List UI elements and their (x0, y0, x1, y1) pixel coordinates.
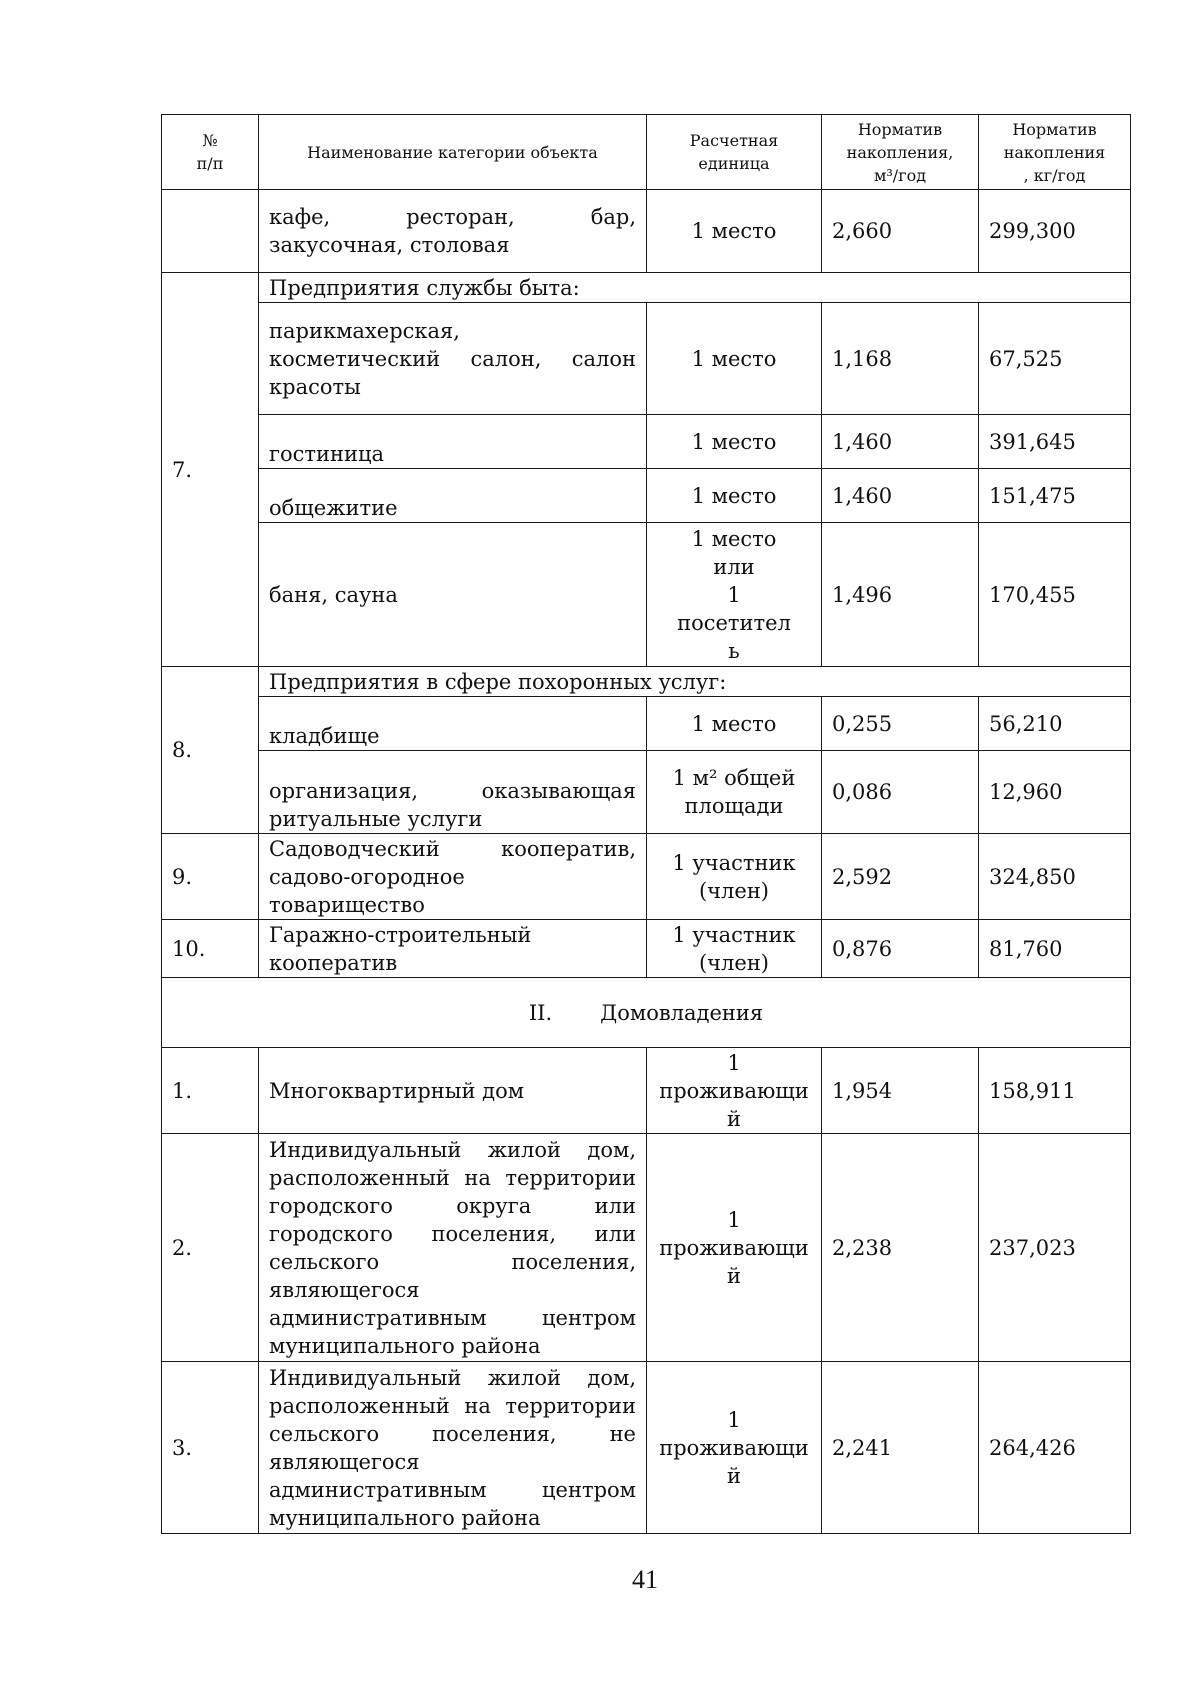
table-row (162, 190, 1131, 273)
row-num: 9. (162, 834, 259, 920)
group-title: Предприятия в сфере похоронных услуг: (259, 667, 1131, 697)
row-norm-m3: 1,168 (822, 303, 979, 415)
section-heading (162, 978, 1131, 1048)
table-row (162, 469, 1131, 523)
header-norm-kg: Норматив накопления , кг/год (979, 115, 1131, 190)
row-unit: 1 проживающи й (647, 1048, 822, 1134)
table-row (162, 751, 1131, 834)
header-num: № п/п (162, 115, 259, 190)
row-norm-m3: 1,954 (822, 1048, 979, 1134)
row-name: Индивидуальный жилой дом, расположенный на территории сельского поселения, не являющегося административным центром муниципального района (259, 1362, 647, 1534)
header-norm-m3: Норматив накопления, м³/год (822, 115, 979, 190)
row-norm-m3: 2,241 (822, 1362, 979, 1534)
table-row (162, 523, 1131, 667)
group-title-row (162, 273, 1131, 303)
row-name: гостиница (259, 415, 647, 469)
row-unit: 1 место (647, 190, 822, 273)
row-unit: 1 проживающи й (647, 1362, 822, 1534)
row-name: Индивидуальный жилой дом, расположенный на территории городского округа или городского поселения, или сельского поселения, являющегося административным центром муниципального района (259, 1134, 647, 1362)
row-norm-kg: 158,911 (979, 1048, 1131, 1134)
row-unit: 1 место или 1 посетител ь (647, 523, 822, 667)
row-norm-kg: 56,210 (979, 697, 1131, 751)
row-norm-m3: 1,460 (822, 415, 979, 469)
header-unit: Расчетная единица (647, 115, 822, 190)
row-name: организация, оказывающая ритуальные услуги (259, 751, 647, 834)
row-name: баня, сауна (259, 523, 647, 667)
section-title: Домовладения (600, 1000, 764, 1025)
table-row (162, 697, 1131, 751)
norms-table (161, 114, 1131, 1534)
row-name: Многоквартирный дом (259, 1048, 647, 1134)
row-norm-m3: 1,496 (822, 523, 979, 667)
row-unit: 1 м² общей площади (647, 751, 822, 834)
row-unit: 1 место (647, 469, 822, 523)
row-name: парикмахерская, косметический салон, салон красоты (259, 303, 647, 415)
table-row (162, 1134, 1131, 1362)
row-norm-m3: 2,592 (822, 834, 979, 920)
group-title: Предприятия службы быта: (259, 273, 1131, 303)
page-number: 41 (632, 1565, 658, 1594)
row-norm-m3: 0,086 (822, 751, 979, 834)
header-name: Наименование категории объекта (259, 115, 647, 190)
row-num: 1. (162, 1048, 259, 1134)
table-row (162, 1362, 1131, 1534)
section-roman: II. (528, 1000, 553, 1025)
row-name: общежитие (259, 469, 647, 523)
row-num: 3. (162, 1362, 259, 1534)
row-num: 10. (162, 920, 259, 978)
row-norm-kg: 170,455 (979, 523, 1131, 667)
row-name: Гаражно-строительный кооператив (259, 920, 647, 978)
row-unit: 1 проживающи й (647, 1134, 822, 1362)
row-name: Садоводческий кооператив, садово-огородное товарищество (259, 834, 647, 920)
group-title-row (162, 667, 1131, 697)
row-norm-kg: 151,475 (979, 469, 1131, 523)
table-row (162, 415, 1131, 469)
row-norm-m3: 2,660 (822, 190, 979, 273)
row-unit: 1 участник (член) (647, 834, 822, 920)
row-norm-kg: 391,645 (979, 415, 1131, 469)
section-row (162, 978, 1131, 1048)
row-num: 8. (162, 667, 259, 834)
row-norm-kg: 324,850 (979, 834, 1131, 920)
row-norm-kg: 299,300 (979, 190, 1131, 273)
table-row (162, 834, 1131, 920)
row-name: кладбище (259, 697, 647, 751)
row-norm-kg: 67,525 (979, 303, 1131, 415)
row-norm-m3: 1,460 (822, 469, 979, 523)
row-norm-m3: 0,255 (822, 697, 979, 751)
row-norm-kg: 264,426 (979, 1362, 1131, 1534)
table-row (162, 303, 1131, 415)
row-unit: 1 место (647, 303, 822, 415)
row-norm-m3: 0,876 (822, 920, 979, 978)
row-norm-m3: 2,238 (822, 1134, 979, 1362)
row-unit: 1 участник (член) (647, 920, 822, 978)
row-num (162, 190, 259, 273)
row-norm-kg: 12,960 (979, 751, 1131, 834)
row-num: 7. (162, 273, 259, 667)
table-header-row (162, 115, 1131, 190)
table-row (162, 1048, 1131, 1134)
row-name: кафе, ресторан, бар, закусочная, столовая (259, 190, 647, 273)
row-norm-kg: 237,023 (979, 1134, 1131, 1362)
row-norm-kg: 81,760 (979, 920, 1131, 978)
table-row (162, 920, 1131, 978)
row-unit: 1 место (647, 697, 822, 751)
row-num: 2. (162, 1134, 259, 1362)
row-unit: 1 место (647, 415, 822, 469)
